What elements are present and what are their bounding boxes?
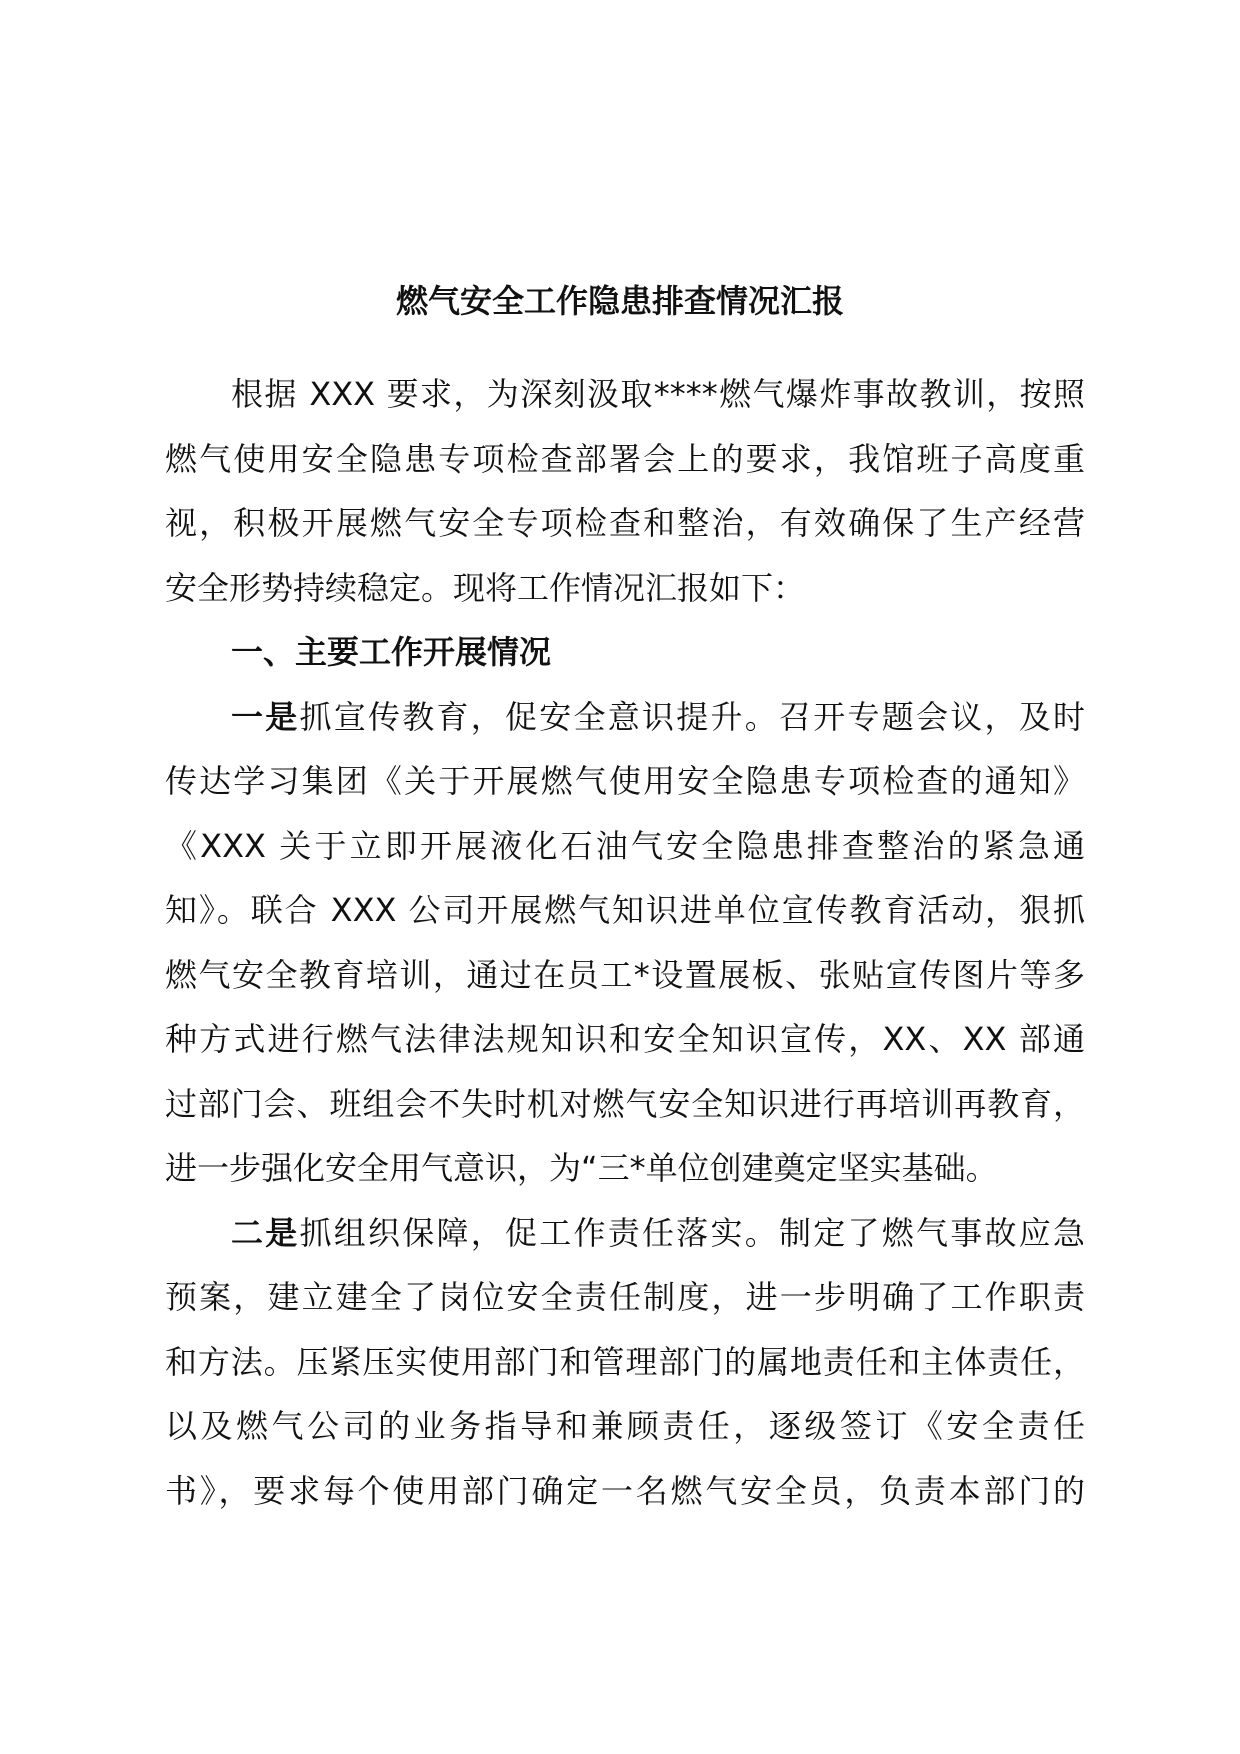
text-line: 书》，要求每个使用部门确定一名燃气安全员，负责本部门的 — [165, 1471, 1085, 1510]
text-line: 过部门会、班组会不失时机对燃气安全知识进行再培训再教育， — [165, 1084, 1085, 1123]
paragraph-lead: 二是 — [231, 1213, 300, 1252]
text-span: 抓宣传教育，促安全意识提升。召开专题会议，及时 — [299, 697, 1085, 736]
text-line: 视，积极开展燃气安全专项检查和整治，有效确保了生产经营 — [165, 504, 1085, 542]
paragraph-lead: 一是 — [231, 697, 300, 736]
text-line: 预案，建立建全了岗位安全责任制度，进一步明确了工作职责 — [165, 1278, 1085, 1316]
text-line: 燃气安全教育培训，通过在员工*设置展板、张贴宣传图片等多 — [165, 955, 1085, 994]
text-line: 传达学习集团《关于开展燃气使用安全隐患专项检查的通知》 — [165, 762, 1085, 800]
text-line — [165, 1211, 1085, 1276]
document-title: 燃气安全工作隐患排查情况汇报 — [395, 282, 844, 320]
text-line — [165, 695, 1085, 760]
text-line: 知》。联合 XXX 公司开展燃气知识进单位宣传教育活动，狠抓 — [165, 891, 1085, 929]
paragraph-1 — [165, 695, 1085, 1211]
text-line: 进一步强化安全用气意识，为“三*单位创建奠定坚实基础。 — [165, 1149, 998, 1187]
section-heading: 一、主要工作开展情况 — [231, 633, 552, 671]
text-line: 燃气使用安全隐患专项检查部署会上的要求，我馆班子高度重 — [165, 439, 1085, 478]
paragraph-2 — [165, 1211, 1085, 1534]
text-line: 《XXX 关于立即开展液化石油气安全隐患排查整治的紧急通 — [165, 826, 1085, 865]
text-line: 种方式进行燃气法律法规知识和安全知识宣传，XX、XX 部通 — [165, 1020, 1085, 1058]
text-span: 抓组织保障，促工作责任落实。制定了燃气事故应急 — [299, 1213, 1085, 1252]
text-line: 以及燃气公司的业务指导和兼顾责任，逐级签订《安全责任 — [165, 1407, 1085, 1445]
text-line: 安全形势持续稳定。现将工作情况汇报如下： — [165, 568, 806, 607]
document-body — [165, 372, 1085, 1533]
text-line: 和方法。压紧压实使用部门和管理部门的属地责任和主体责任， — [165, 1342, 1085, 1381]
intro-paragraph — [165, 372, 1085, 630]
text-line: 根据 XXX 要求，为深刻汲取****燃气爆炸事故教训，按照 — [231, 375, 1085, 413]
